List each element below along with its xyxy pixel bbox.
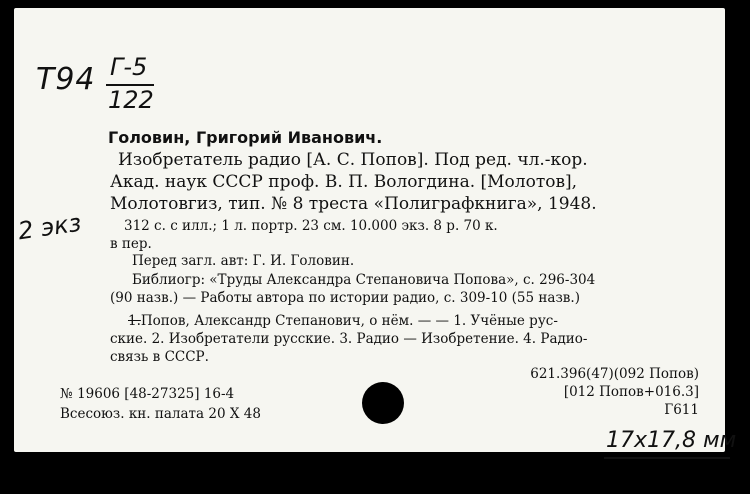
- catalog-card: [14, 8, 737, 453]
- subject-line-2: ские. 2. Изобретатели русские. 3. Радио — Изобретение. 4. Радио-: [110, 331, 588, 347]
- record-number: № 19606 [48-27325] 16-4: [60, 386, 235, 402]
- classification-1: 621.396(47)(092 Попов): [530, 366, 699, 382]
- title-line-2: Акад. наук СССР проф. В. П. Вологдина. [Молотов],: [110, 172, 578, 192]
- author-heading: Головин, Григорий Иванович.: [108, 128, 383, 147]
- classification-2: [012 Попов+016.3]: [563, 384, 699, 400]
- title-line-3: Молотовгиз, тип. № 8 треста «Полиграфкнига», 1948.: [110, 194, 597, 214]
- shelf-numerator: Г-5: [110, 53, 148, 81]
- shelf-denominator: 122: [108, 86, 154, 114]
- size-note: 17x17,8 мм: [606, 428, 737, 453]
- publisher-line: Всесоюз. кн. палата 20 X 48: [60, 406, 261, 422]
- classification-3: Г611: [664, 402, 699, 418]
- shelf-code: Т94: [36, 62, 96, 97]
- title-line-1: Изобретатель радио [А. С. Попов]. Под ред. чл.-кор.: [118, 150, 588, 170]
- struck-number: 1.: [128, 313, 141, 329]
- size-note-underline: [604, 457, 730, 459]
- subject-line-1: [128, 313, 558, 329]
- note-bibliography-2: (90 назв.) — Работы автора по истории радио, с. 309-10 (55 назв.): [110, 290, 580, 306]
- punch-hole: [362, 382, 404, 424]
- subject-line-3: связь в СССР.: [110, 349, 209, 365]
- copies-note: 2 экз: [16, 208, 83, 246]
- physical-line-2: в пер.: [110, 236, 152, 252]
- note-bibliography-1: Библиогр: «Труды Александра Степановича Попова», с. 296-304: [132, 272, 596, 288]
- physical-line-1: 312 с. с илл.; 1 л. портр. 23 см. 10.000 экз. 8 р. 70 к.: [124, 218, 498, 234]
- subject-line-1-text: Попов, Александр Степанович, о нём. — — 1. Учёные рус-: [140, 313, 558, 329]
- note-author: Перед загл. авт: Г. И. Головин.: [132, 253, 355, 269]
